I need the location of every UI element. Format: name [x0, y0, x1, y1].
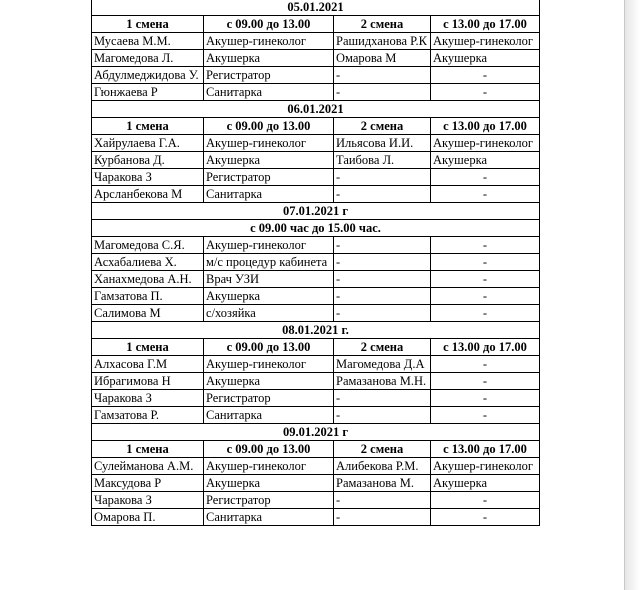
date-row: [92, 322, 540, 339]
employee-name: Асхабалиева Х.: [92, 254, 204, 271]
employee-position: Акушерка: [204, 152, 334, 169]
shift-1-header: 1 смена: [92, 16, 204, 33]
employee-name-shift-2: -: [334, 186, 431, 203]
employee-name: Ханахмедова А.Н.: [92, 271, 204, 288]
employee-name-shift-2: -: [334, 237, 431, 254]
employee-position-shift-2: -: [431, 288, 540, 305]
employee-position-shift-2: -: [431, 492, 540, 509]
employee-position-shift-2: -: [431, 390, 540, 407]
employee-name: Абдулмеджидова У.: [92, 67, 204, 84]
employee-position: Акушер-гинеколог: [204, 356, 334, 373]
employee-name-shift-2: Алибекова Р.М.: [334, 458, 431, 475]
employee-position: Регистратор: [204, 67, 334, 84]
table-row: [92, 50, 540, 67]
employee-position: Акушер-гинеколог: [204, 135, 334, 152]
date-heading: 09.01.2021 г: [92, 424, 540, 441]
employee-name: Мусаева М.М.: [92, 33, 204, 50]
employee-name-shift-2: -: [334, 169, 431, 186]
employee-position: м/с процедур кабинета: [204, 254, 334, 271]
employee-position-shift-2: Акушерка: [431, 475, 540, 492]
employee-name: Гамзатова Р.: [92, 407, 204, 424]
shift-1-time-header: с 09.00 до 13.00: [204, 16, 334, 33]
employee-position-shift-2: -: [431, 169, 540, 186]
employee-position-shift-2: -: [431, 186, 540, 203]
employee-name: Магомедова С.Я.: [92, 237, 204, 254]
work-hours-header: с 09.00 час до 15.00 час.: [92, 220, 540, 237]
shift-header-row: [92, 339, 540, 356]
table-row: [92, 356, 540, 373]
shift-header-row: [92, 16, 540, 33]
employee-position-shift-2: -: [431, 84, 540, 101]
table-row: [92, 169, 540, 186]
employee-name: Сулейманова А.М.: [92, 458, 204, 475]
employee-name-shift-2: Рашидханова Р.К: [334, 33, 431, 50]
employee-position: Акушерка: [204, 50, 334, 67]
table-row: [92, 509, 540, 526]
date-row: [92, 0, 540, 16]
employee-name: Чаракова З: [92, 169, 204, 186]
table-row: [92, 254, 540, 271]
employee-name-shift-2: -: [334, 509, 431, 526]
employee-name: Чаракова З: [92, 492, 204, 509]
table-row: [92, 305, 540, 322]
date-row: [92, 101, 540, 118]
employee-position: Санитарка: [204, 509, 334, 526]
shift-1-header: 1 смена: [92, 118, 204, 135]
table-row: [92, 135, 540, 152]
employee-position: Санитарка: [204, 84, 334, 101]
employee-name-shift-2: Ильясова И.И.: [334, 135, 431, 152]
employee-name: Ибрагимова Н: [92, 373, 204, 390]
employee-position-shift-2: Акушерка: [431, 152, 540, 169]
employee-name-shift-2: Омарова М: [334, 50, 431, 67]
table-row: [92, 33, 540, 50]
employee-name: Гамзатова П.: [92, 288, 204, 305]
table-row: [92, 271, 540, 288]
table-row: [92, 67, 540, 84]
table-row: [92, 475, 540, 492]
employee-name: Курбанова Д.: [92, 152, 204, 169]
employee-position: Акушерка: [204, 288, 334, 305]
employee-position-shift-2: Акушер-гинеколог: [431, 33, 540, 50]
shift-1-header: 1 смена: [92, 339, 204, 356]
employee-name-shift-2: -: [334, 407, 431, 424]
employee-position-shift-2: Акушерка: [431, 50, 540, 67]
employee-position-shift-2: -: [431, 67, 540, 84]
date-heading: 08.01.2021 г.: [92, 322, 540, 339]
date-row: [92, 424, 540, 441]
employee-name: Гюнжаева Р: [92, 84, 204, 101]
employee-position-shift-2: -: [431, 373, 540, 390]
employee-name-shift-2: -: [334, 305, 431, 322]
employee-position: Акушер-гинеколог: [204, 458, 334, 475]
employee-name: Омарова П.: [92, 509, 204, 526]
employee-position-shift-2: Акушер-гинеколог: [431, 458, 540, 475]
employee-name-shift-2: Рамазанова М.Н.: [334, 373, 431, 390]
employee-position-shift-2: -: [431, 271, 540, 288]
employee-name: Арсланбекова М: [92, 186, 204, 203]
date-heading: 06.01.2021: [92, 101, 540, 118]
shift-2-time-header: с 13.00 до 17.00: [431, 441, 540, 458]
employee-name-shift-2: -: [334, 390, 431, 407]
employee-position-shift-2: -: [431, 237, 540, 254]
employee-position-shift-2: -: [431, 407, 540, 424]
employee-position: Врач УЗИ: [204, 271, 334, 288]
shift-1-time-header: с 09.00 до 13.00: [204, 118, 334, 135]
shift-2-header: 2 смена: [334, 339, 431, 356]
shift-2-time-header: с 13.00 до 17.00: [431, 339, 540, 356]
employee-position-shift-2: -: [431, 305, 540, 322]
employee-name-shift-2: Магомедова Д.А: [334, 356, 431, 373]
table-row: [92, 492, 540, 509]
table-row: [92, 152, 540, 169]
employee-position: Акушер-гинеколог: [204, 33, 334, 50]
employee-position-shift-2: Акушер-гинеколог: [431, 135, 540, 152]
employee-name-shift-2: -: [334, 288, 431, 305]
employee-name: Хайрулаева Г.А.: [92, 135, 204, 152]
shift-header-row: [92, 220, 540, 237]
shift-1-time-header: с 09.00 до 13.00: [204, 441, 334, 458]
employee-name: Алхасова Г.М: [92, 356, 204, 373]
employee-name-shift-2: Рамазанова М.: [334, 475, 431, 492]
employee-position: Санитарка: [204, 407, 334, 424]
table-row: [92, 373, 540, 390]
employee-position-shift-2: -: [431, 254, 540, 271]
table-row: [92, 407, 540, 424]
employee-position: Санитарка: [204, 186, 334, 203]
table-row: [92, 186, 540, 203]
date-row: [92, 203, 540, 220]
shift-2-time-header: с 13.00 до 17.00: [431, 118, 540, 135]
shift-1-time-header: с 09.00 до 13.00: [204, 339, 334, 356]
schedule-table: [91, 0, 540, 526]
employee-position: с/хозяйка: [204, 305, 334, 322]
employee-position-shift-2: -: [431, 509, 540, 526]
date-heading: 05.01.2021: [92, 0, 540, 16]
employee-position: Акушер-гинеколог: [204, 237, 334, 254]
table-row: [92, 84, 540, 101]
shift-2-header: 2 смена: [334, 16, 431, 33]
employee-name: Максудова Р: [92, 475, 204, 492]
shift-2-header: 2 смена: [334, 441, 431, 458]
shift-2-header: 2 смена: [334, 118, 431, 135]
table-row: [92, 458, 540, 475]
employee-name: Магомедова Л.: [92, 50, 204, 67]
date-heading: 07.01.2021 г: [92, 203, 540, 220]
schedule-body: [92, 0, 540, 526]
table-row: [92, 390, 540, 407]
employee-name-shift-2: -: [334, 84, 431, 101]
employee-position: Регистратор: [204, 492, 334, 509]
employee-name: Чаракова З: [92, 390, 204, 407]
employee-name-shift-2: -: [334, 271, 431, 288]
employee-position: Акушерка: [204, 373, 334, 390]
shift-2-time-header: с 13.00 до 17.00: [431, 16, 540, 33]
employee-position: Акушерка: [204, 475, 334, 492]
employee-position: Регистратор: [204, 169, 334, 186]
employee-name-shift-2: Таибова Л.: [334, 152, 431, 169]
employee-name-shift-2: -: [334, 67, 431, 84]
shift-1-header: 1 смена: [92, 441, 204, 458]
employee-name-shift-2: -: [334, 254, 431, 271]
employee-position: Регистратор: [204, 390, 334, 407]
shift-header-row: [92, 118, 540, 135]
table-row: [92, 288, 540, 305]
employee-name: Салимова М: [92, 305, 204, 322]
page-shadow: [625, 0, 640, 590]
employee-position-shift-2: -: [431, 356, 540, 373]
shift-header-row: [92, 441, 540, 458]
employee-name-shift-2: -: [334, 492, 431, 509]
table-row: [92, 237, 540, 254]
